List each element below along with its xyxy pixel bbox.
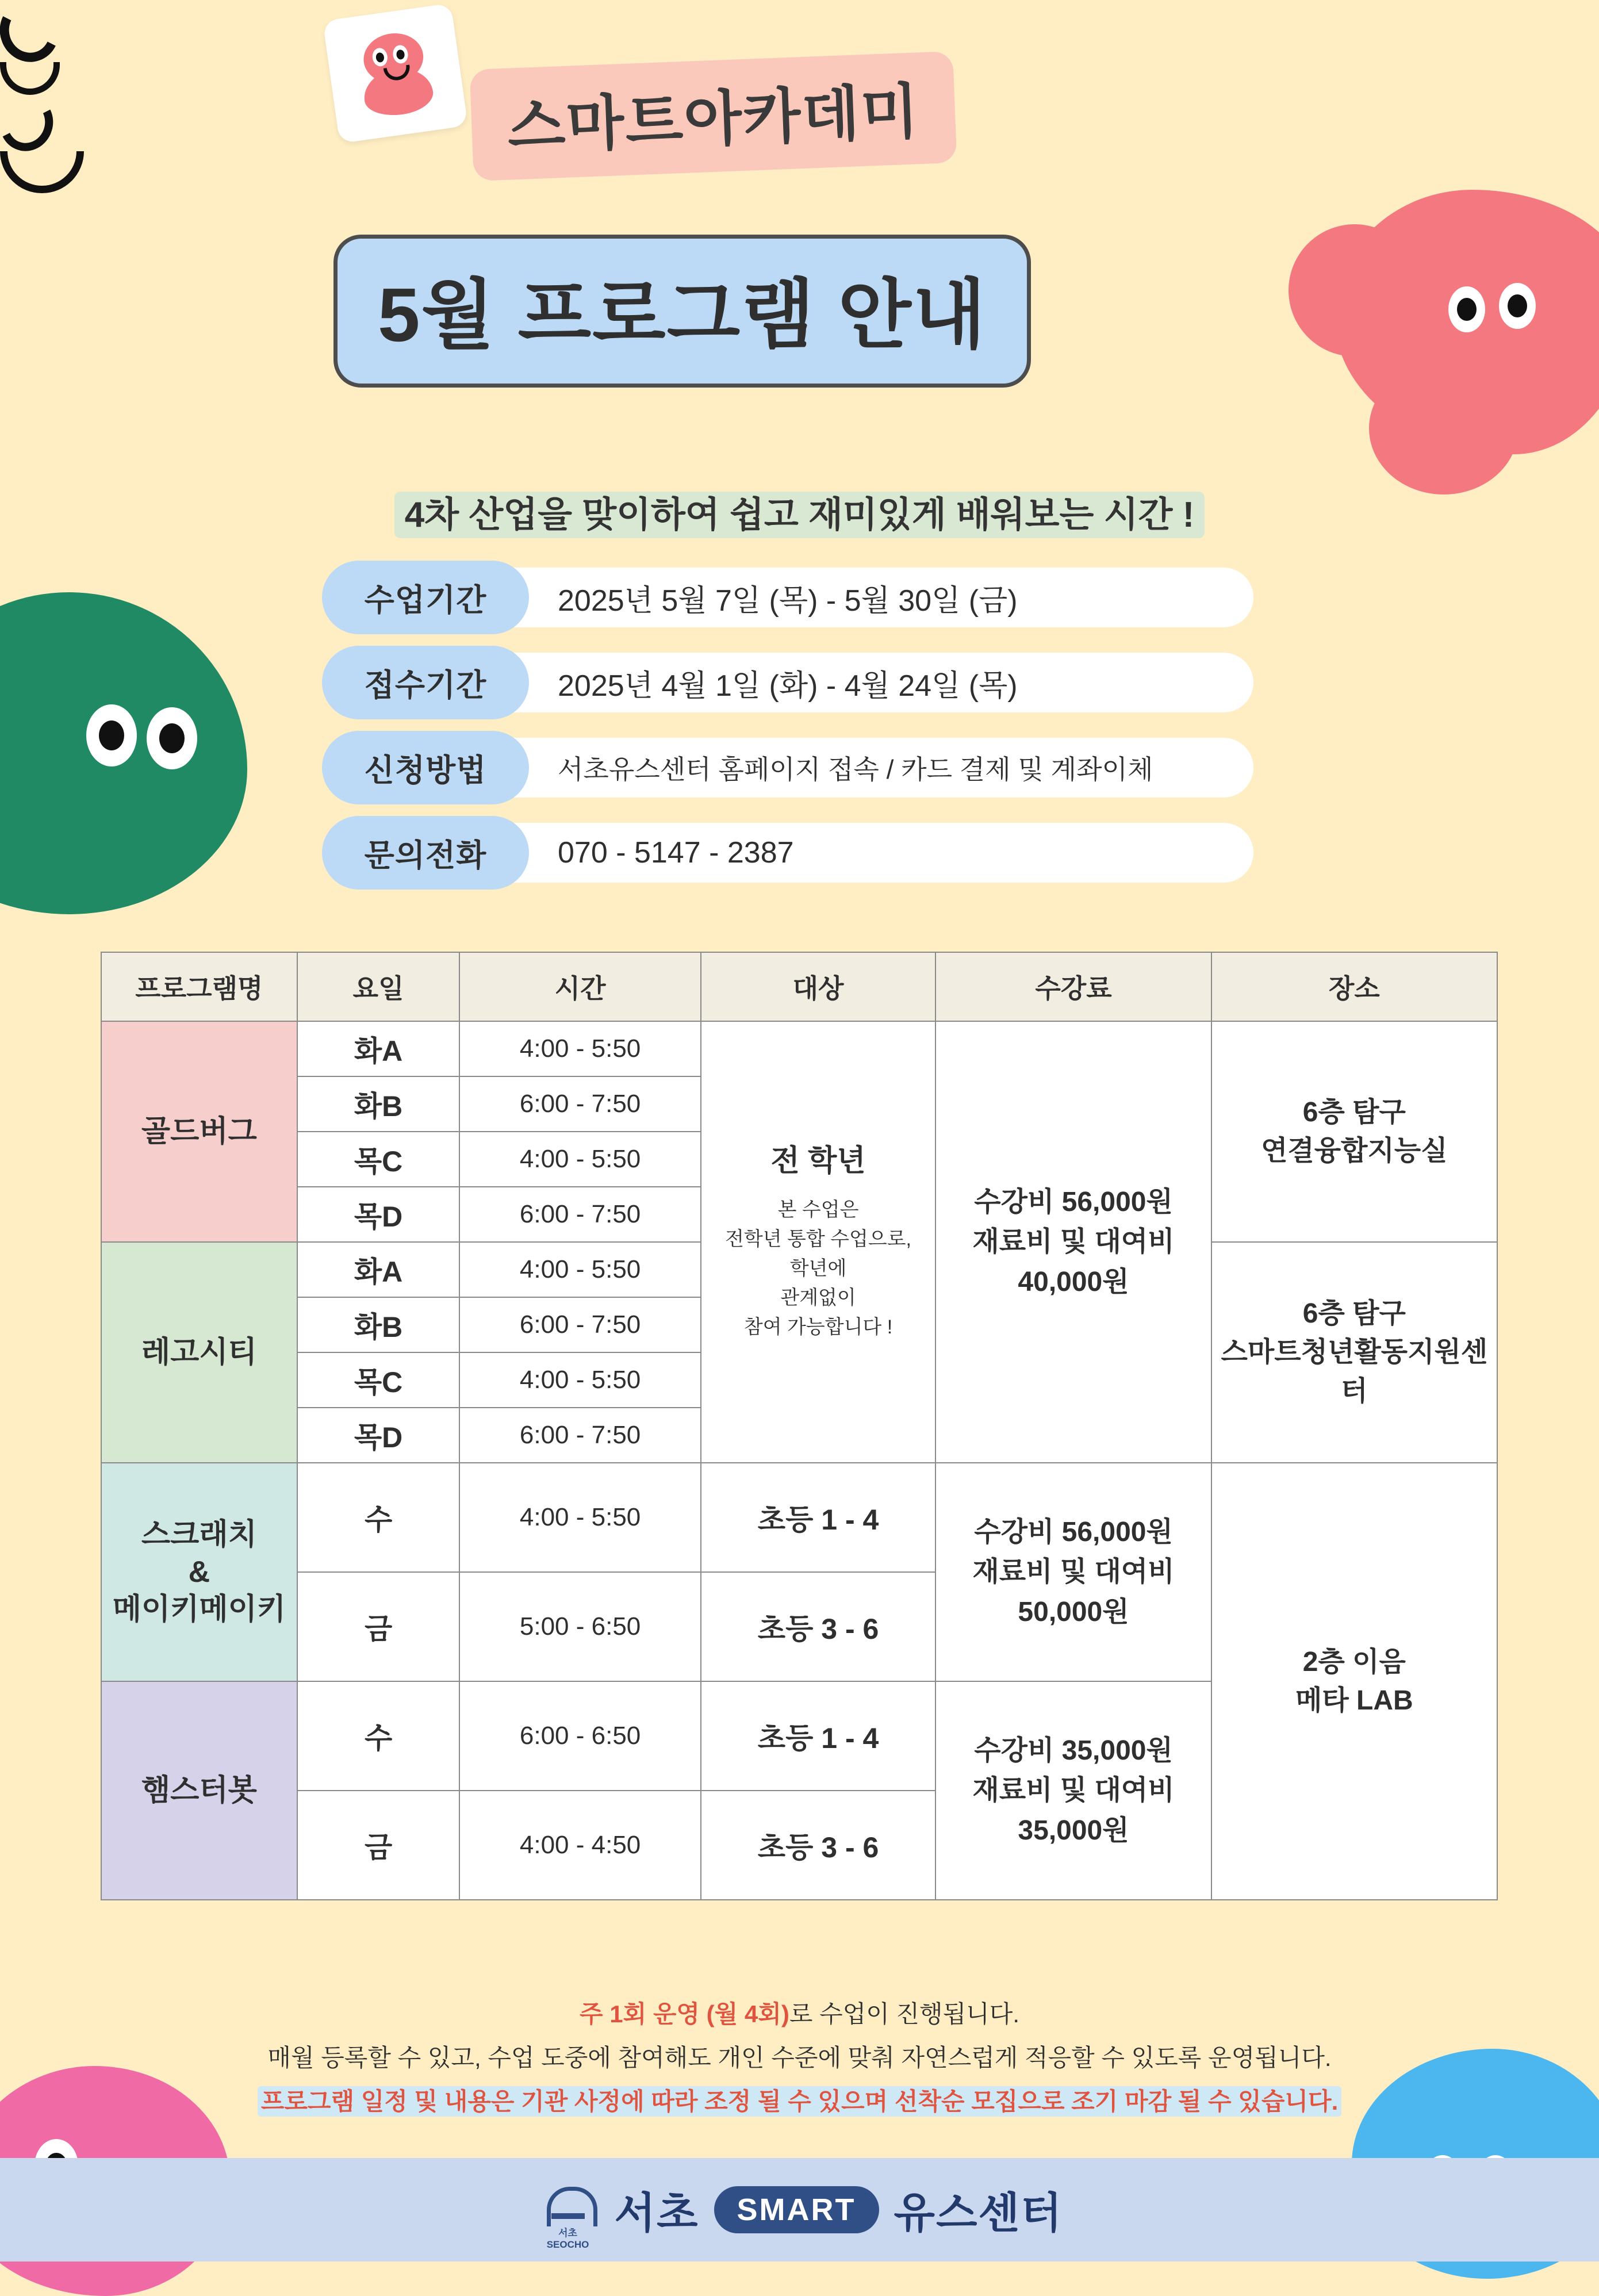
cell-time: 4:00 - 4:50 bbox=[459, 1791, 700, 1900]
green-character-eye-left bbox=[86, 704, 137, 766]
pink-character-eye-left bbox=[1448, 286, 1485, 332]
info-label: 접수기간 bbox=[322, 646, 529, 719]
info-value: 2025년 4월 1일 (화) - 4월 24일 (목) bbox=[558, 669, 1018, 703]
title-smart-academy: 스마트아카데미 bbox=[470, 51, 957, 181]
th-target: 대상 bbox=[701, 952, 936, 1021]
cell-time: 4:00 - 5:50 bbox=[459, 1463, 700, 1572]
footer-logo-bar bbox=[0, 2158, 1599, 2261]
cell-time: 6:00 - 6:50 bbox=[459, 1681, 700, 1791]
cell-fee-all: 수강비 56,000원 재료비 및 대여비 40,000원 bbox=[935, 1021, 1211, 1463]
table-row bbox=[101, 1021, 1497, 1076]
cell-time: 6:00 - 7:50 bbox=[459, 1076, 700, 1132]
cell-program-scratch: 스크래치 & 메이키메이키 bbox=[101, 1463, 297, 1681]
program-table-wrapper bbox=[101, 952, 1498, 1900]
table-row bbox=[101, 1463, 1497, 1572]
cell-target: 초등 1 - 4 bbox=[701, 1681, 936, 1791]
cell-target: 초등 3 - 6 bbox=[701, 1791, 936, 1900]
cell-day: 금 bbox=[297, 1572, 460, 1681]
info-label: 수업기간 bbox=[322, 561, 529, 634]
note-1-rest: 로 수업이 진행됩니다. bbox=[789, 2000, 1019, 2027]
cell-day: 금 bbox=[297, 1791, 460, 1900]
th-day: 요일 bbox=[297, 952, 460, 1021]
info-value: 2025년 5월 7일 (목) - 5월 30일 (금) bbox=[558, 584, 1018, 618]
info-label: 문의전화 bbox=[322, 816, 529, 890]
mark-caption: 서초 SEOCHO bbox=[546, 2228, 589, 2250]
cell-place-goldberg: 6층 탐구 연결융합지능실 bbox=[1211, 1021, 1497, 1242]
note-line-2: 매월 등록할 수 있고, 수업 도중에 참여해도 개인 수준에 맞춰 자연스럽게 적응할 수 있도록 운영됩니다. bbox=[267, 2044, 1332, 2071]
subtitle-text: 4차 산업을 맞이하여 쉽고 재미있게 배워보는 시간 ! bbox=[394, 492, 1205, 538]
page-title: 5월 프로그램 안내 bbox=[333, 235, 1031, 388]
cell-day: 수 bbox=[297, 1681, 460, 1791]
info-value: 서초유스센터 홈페이지 접속 / 카드 결제 및 계좌이체 bbox=[558, 754, 1153, 784]
pink-character-mouth bbox=[0, 62, 60, 95]
cell-day: 목D bbox=[297, 1408, 460, 1463]
cell-day: 목C bbox=[297, 1352, 460, 1408]
th-time: 시간 bbox=[459, 952, 700, 1021]
footer-word-left: 서초 bbox=[614, 2189, 699, 2237]
target-all-label: 전 학년 bbox=[770, 1144, 866, 1178]
note-1-highlight: 주 1회 운영 (월 4회) bbox=[580, 2000, 789, 2027]
cell-fee-scratch: 수강비 56,000원 재료비 및 대여비 50,000원 bbox=[935, 1463, 1211, 1681]
cell-program-legocity: 레고시티 bbox=[101, 1242, 297, 1463]
cell-time: 4:00 - 5:50 bbox=[459, 1242, 700, 1297]
cell-target-all bbox=[701, 1021, 936, 1463]
th-program: 프로그램명 bbox=[101, 952, 297, 1021]
cell-day: 수 bbox=[297, 1463, 460, 1572]
note-line-1 bbox=[0, 1995, 1599, 2030]
footer-smart-pill: SMART bbox=[714, 2186, 879, 2233]
seocho-mark-icon bbox=[536, 2181, 600, 2250]
cell-day: 화B bbox=[297, 1076, 460, 1132]
cell-time: 6:00 - 7:50 bbox=[459, 1408, 700, 1463]
cell-target: 초등 3 - 6 bbox=[701, 1572, 936, 1681]
cell-time: 5:00 - 6:50 bbox=[459, 1572, 700, 1681]
cell-place-legocity: 6층 탐구 스마트청년활동지원센터 bbox=[1211, 1242, 1497, 1463]
note-line-3 bbox=[0, 2083, 1599, 2117]
note-3-text: 프로그램 일정 및 내용은 기관 사정에 따라 조정 될 수 있으며 선착순 모집으로 조기 마감 될 수 있습니다. bbox=[258, 2086, 1342, 2117]
info-row-how-to-apply bbox=[322, 731, 1253, 806]
info-row-phone bbox=[322, 816, 1253, 891]
cell-time: 4:00 - 5:50 bbox=[459, 1352, 700, 1408]
target-note: 본 수업은 전학년 통합 수업으로, 학년에 관계없이 참여 가능합니다 ! bbox=[725, 1199, 911, 1339]
footer-notes bbox=[0, 1995, 1599, 2117]
cell-time: 6:00 - 7:50 bbox=[459, 1297, 700, 1352]
table-header-row bbox=[101, 952, 1497, 1021]
program-table bbox=[101, 952, 1498, 1900]
cell-time: 4:00 - 5:50 bbox=[459, 1132, 700, 1187]
cell-day: 화A bbox=[297, 1242, 460, 1297]
info-label: 신청방법 bbox=[322, 731, 529, 804]
cell-time: 6:00 - 7:50 bbox=[459, 1187, 700, 1242]
footer-word-right: 유스센터 bbox=[894, 2189, 1063, 2237]
cell-target: 초등 1 - 4 bbox=[701, 1463, 936, 1572]
green-character-mouth bbox=[0, 0, 67, 70]
magenta-character-mouth bbox=[0, 88, 60, 158]
subtitle bbox=[0, 486, 1599, 537]
cell-place-lab: 2층 이음 메타 LAB bbox=[1211, 1463, 1497, 1900]
th-place: 장소 bbox=[1211, 952, 1497, 1021]
green-character-eye-right bbox=[147, 707, 197, 769]
robot-character-icon bbox=[323, 3, 468, 143]
cell-time: 4:00 - 5:50 bbox=[459, 1021, 700, 1076]
cell-day: 목D bbox=[297, 1187, 460, 1242]
cell-day: 화A bbox=[297, 1021, 460, 1076]
cell-fee-hamsterbot: 수강비 35,000원 재료비 및 대여비 35,000원 bbox=[935, 1681, 1211, 1900]
th-fee: 수강료 bbox=[935, 952, 1211, 1021]
info-row-class-period bbox=[322, 561, 1253, 635]
cell-program-goldberg: 골드버그 bbox=[101, 1021, 297, 1242]
info-value: 070 - 5147 - 2387 bbox=[558, 836, 794, 869]
blue-character-mouth bbox=[0, 151, 84, 193]
cell-day: 화B bbox=[297, 1297, 460, 1352]
info-row-application-period bbox=[322, 646, 1253, 720]
cell-program-hamsterbot: 햄스터봇 bbox=[101, 1681, 297, 1900]
pink-character-eye-right bbox=[1499, 283, 1536, 329]
cell-day: 목C bbox=[297, 1132, 460, 1187]
info-list bbox=[322, 561, 1253, 901]
